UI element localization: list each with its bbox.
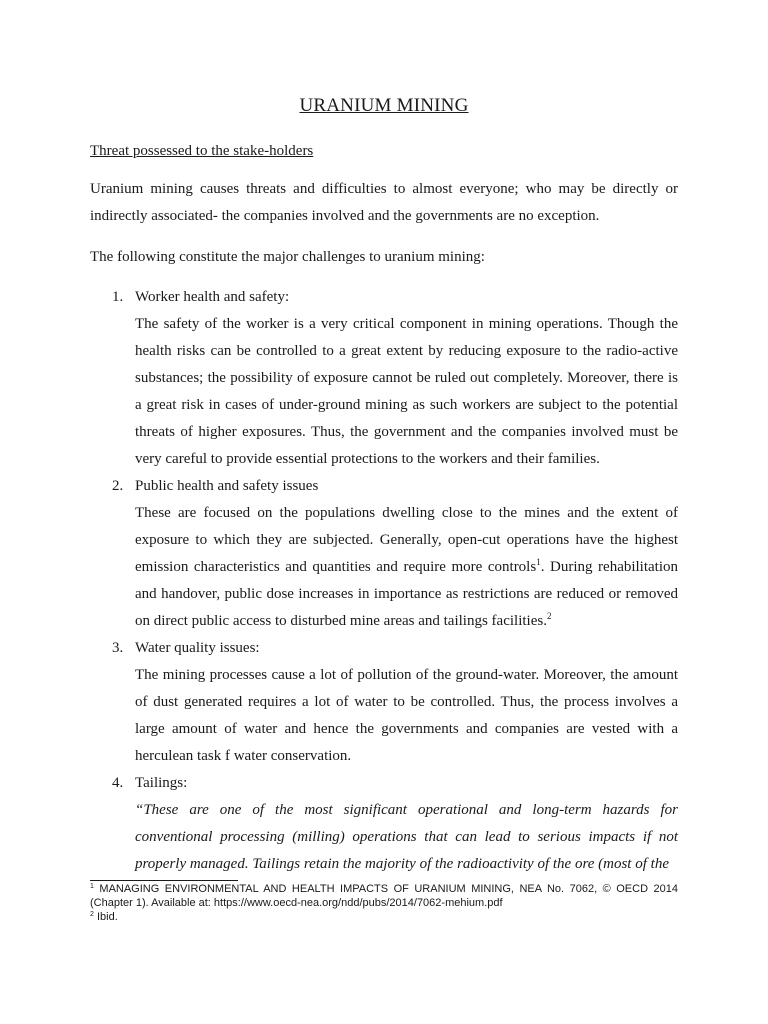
document-title: URANIUM MINING (299, 95, 469, 116)
footnote-mark: 1 (90, 883, 94, 890)
footnote-text: Ibid. (93, 911, 118, 923)
footnote-2 (90, 910, 678, 924)
list-item-worker-health (90, 284, 678, 473)
footnote-mark: 2 (90, 911, 94, 918)
challenges-list (90, 284, 678, 878)
list-item-heading: Worker health and safety: (135, 289, 290, 305)
footnote-reference[interactable]: 1 (536, 557, 541, 567)
list-item-body-quote: “These are one of the most significant operational and long-term hazards for conventional processing (milling) operations that can lead to serious impacts if not properly managed. Tailings retain the majority of the radioactivity of the ore (most of the (135, 802, 678, 872)
list-item-number: 2. (112, 478, 124, 494)
list-item-public-health (90, 473, 678, 635)
list-item-tailings (90, 770, 678, 878)
list-item-heading: Public health and safety issues (135, 478, 319, 494)
footnotes (90, 882, 678, 924)
list-item-number: 4. (112, 775, 124, 791)
list-item-body (135, 500, 678, 635)
list-item-heading: Tailings: (135, 775, 188, 791)
list-item-body-text: These are focused on the populations dwelling close to the mines and the extent of exposure to which they are subjected. Generally, open-cut operations have the highest emission characteristics and quantities and require more controls (135, 505, 678, 575)
list-item-body-text: . During rehabilitation and handover, public dose increases in importance as restrictions are reduced or removed on direct public access to disturbed mine areas and tailings facilities. (135, 559, 679, 629)
section-subheading: Threat possessed to the stake-holders (90, 143, 314, 159)
intro-paragraph: Uranium mining causes threats and difficulties to almost everyone; who may be directly or indirectly associated- the companies involved and the governments are no exception. (90, 181, 678, 224)
list-item-body: The safety of the worker is a very critical component in mining operations. Though the health risks can be controlled to a great extent by reducing exposure to the radio-active substances; the possibility of exposure cannot be ruled out completely. Moreover, there is a great risk in cases of under-ground mining as such workers are subject to the potential threats of higher exposures. Thus, the government and the companies involved must be very careful to provide essential protections to the workers and their families. (135, 316, 678, 467)
list-item-body: The mining processes cause a lot of pollution of the ground-water. Moreover, the amount of dust generated requires a lot of water to be controlled. Thus, the process involves a large amount of water and hence the governments and companies are vested with a herculean task f water conservation. (135, 667, 678, 764)
footnote-text: MANAGING ENVIRONMENTAL AND HEALTH IMPACTS OF URANIUM MINING, NEA No. 7062, © OECD 2014 (Chapter 1). Available at: https://www.oecd-nea.org/ndd/pubs/2014/7062-mehium.pdf (90, 883, 678, 909)
footnote-reference[interactable]: 2 (546, 611, 552, 621)
list-item-water-quality (90, 635, 678, 770)
list-item-heading: Water quality issues: (135, 640, 260, 656)
list-item-number: 1. (112, 289, 124, 305)
list-item-number: 3. (112, 640, 124, 656)
footnote-1 (90, 882, 678, 910)
list-intro-paragraph: The following constitute the major challenges to uranium mining: (90, 249, 485, 265)
footnote-separator (90, 880, 238, 881)
